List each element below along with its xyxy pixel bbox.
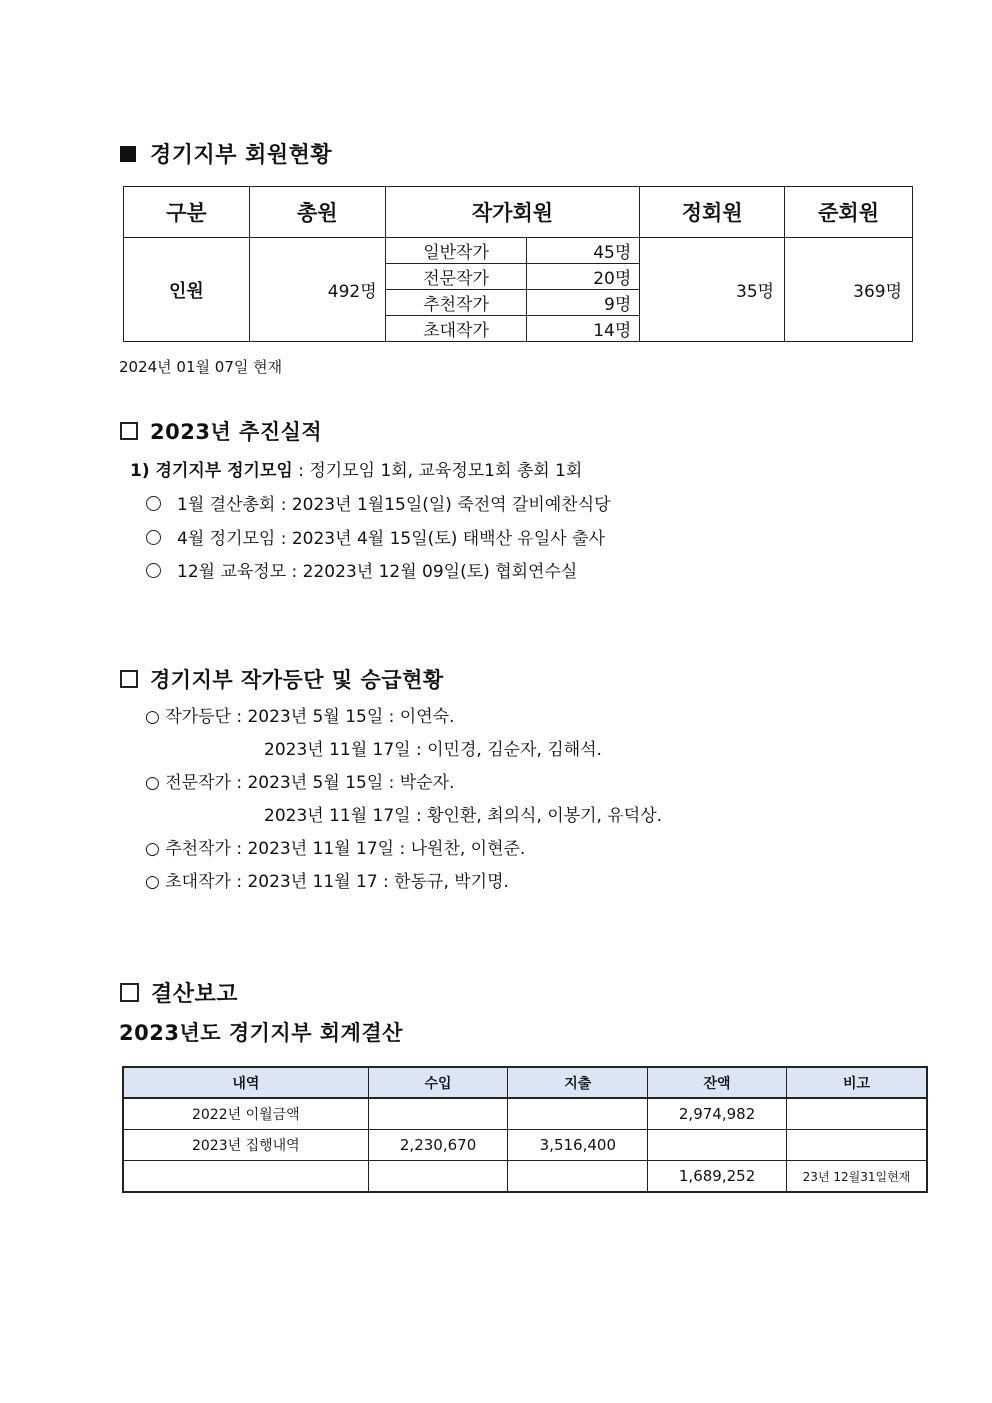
header-associate: 준회원 [785,187,913,238]
writer-type: 초대작가 [385,316,527,342]
circle-bullet-icon [146,530,161,545]
empty-square-icon [120,670,138,688]
circle-bullet-icon [146,496,161,511]
meeting-summary [130,456,582,481]
writer-count: 9명 [527,290,640,316]
as-of-date: 2024년 01월 07일 현재 [119,358,283,376]
empty-square-icon [120,422,138,440]
table-cell [368,1161,508,1193]
table-cell [368,1098,508,1130]
writer-type: 추천작가 [385,290,527,316]
table-cell: 2022년 이월금액 [123,1098,368,1130]
header-total: 총원 [249,187,385,238]
writer-type: 전문작가 [385,264,527,290]
column-header: 잔액 [648,1067,787,1098]
associate-value: 369명 [785,238,913,342]
column-header: 비고 [786,1067,927,1098]
meeting-summary-text: : 정기모임 1회, 교육정모1회 총회 1회 [292,461,583,481]
table-row [123,1130,927,1161]
writer-count: 14명 [527,316,640,342]
header-regular: 정회원 [640,187,785,238]
table-cell [786,1098,927,1130]
table-cell: 2023년 집행내역 [123,1130,368,1161]
list-item: ○ 작가등단 : 2023년 5월 15일 : 이연숙. [145,707,455,727]
meeting-summary-label: 1) 경기지부 정기모임 [130,461,293,481]
table-cell: 2,230,670 [368,1130,508,1161]
table-cell [786,1130,927,1161]
header-category: 구분 [124,187,250,238]
list-item: ○ 추천작가 : 2023년 11월 17일 : 나원찬, 이현준. [145,839,526,859]
column-header: 내역 [123,1067,368,1098]
header-writers: 작가회원 [385,187,640,238]
table-cell: 1,689,252 [648,1161,787,1193]
table-row [123,1098,927,1130]
writer-count: 45명 [527,238,640,264]
table-cell: 2,974,982 [648,1098,787,1130]
writer-type: 일반작가 [385,238,527,264]
column-header: 수입 [368,1067,508,1098]
circle-bullet-icon [146,563,161,578]
total-value: 492명 [249,238,385,342]
section1-heading: 경기지부 회원현황 [120,138,332,169]
member-status-table [123,186,913,342]
table-row [123,1161,927,1193]
list-item-continuation: 2023년 11월 17일 : 이민경, 김순자, 김해석. [264,740,602,760]
column-header: 지출 [508,1067,648,1098]
table-cell: 23년 12월31일현재 [786,1161,927,1193]
empty-square-icon [120,983,139,1002]
row-label: 인원 [124,238,250,342]
list-item: 4월 정기모임 : 2023년 4월 15일(토) 태백산 유일사 출사 [146,524,605,549]
list-item: 1월 결산총회 : 2023년 1월15일(일) 죽전역 갈비예찬식당 [146,490,611,515]
table-cell: 3,516,400 [508,1130,648,1161]
table-cell [508,1098,648,1130]
table-cell [648,1130,787,1161]
section3-heading: 경기지부 작가등단 및 승급현황 [120,664,444,694]
table-cell [123,1161,368,1193]
regular-value: 35명 [640,238,785,342]
accounting-subtitle: 2023년도 경기지부 회계결산 [119,1021,403,1045]
table-cell [508,1161,648,1193]
list-item: 12월 교육정모 : 22023년 12월 09일(토) 협회연수실 [146,557,577,582]
writer-count: 20명 [527,264,640,290]
accounting-table [122,1066,928,1193]
list-item-continuation: 2023년 11월 17일 : 황인환, 최의식, 이봉기, 유덕상. [264,806,663,826]
filled-square-icon [120,146,136,162]
section4-heading: 결산보고 [120,977,238,1008]
list-item: ○ 전문작가 : 2023년 5월 15일 : 박순자. [145,773,455,793]
list-item: ○ 초대작가 : 2023년 11월 17 : 한동규, 박기명. [145,872,509,892]
section2-heading: 2023년 추진실적 [120,416,322,446]
